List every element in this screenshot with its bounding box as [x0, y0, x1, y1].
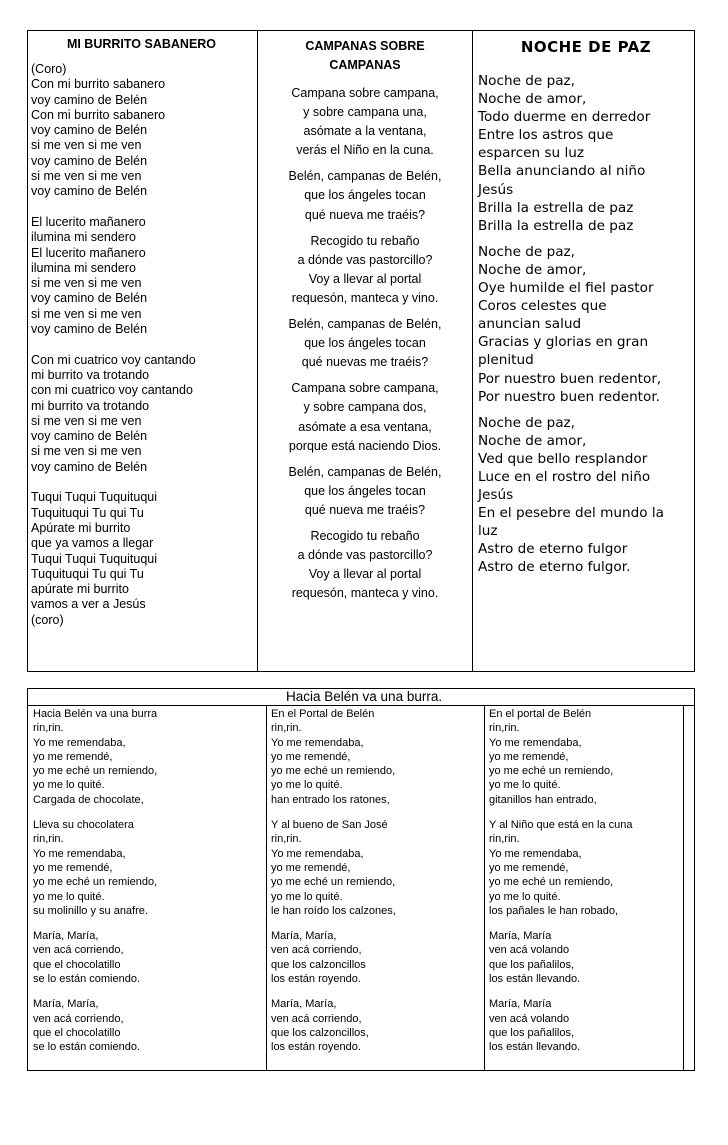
lyric-line: Entre los astros que	[478, 127, 614, 144]
lyric-line: ven acá corriendo,	[271, 944, 362, 957]
lyric-line: yo me remendé,	[271, 861, 351, 874]
lyric-line: Belén, campanas de Belén,	[288, 317, 442, 332]
lyric-line: Campana sobre campana,	[291, 86, 439, 100]
lyric-line: rin,rin.	[489, 722, 520, 735]
lyric-line: que el chocolatillo	[33, 958, 121, 971]
lyric-line: Noche de amor,	[478, 432, 587, 449]
lyric-line: qué nueva me traéis?	[304, 207, 426, 222]
lyric-line: a dónde vas pastorcillo?	[297, 548, 433, 563]
lyric-line: esparcen su luz	[478, 145, 585, 162]
lyric-line: qué nuevas me traéis?	[301, 355, 429, 370]
lyric-line: Yo me remendaba,	[33, 847, 126, 860]
lyric-line: Astro de eterno fulgor.	[478, 559, 631, 576]
lyric-line: Y al Niño que está en la cuna	[489, 819, 633, 832]
lyric-line: los están llevando.	[489, 1041, 581, 1054]
lyric-line: requesón, manteca y vino.	[291, 290, 439, 305]
lyric-line: Recogido tu rebaño	[310, 233, 420, 248]
lyric-line: requesón, manteca y vino.	[291, 586, 439, 601]
lyric-line: María, María,	[33, 930, 99, 943]
lyric-line: voy camino de Belén	[31, 291, 148, 306]
lyric-line: los están royendo.	[271, 973, 361, 986]
lyric-line: Noche de amor,	[478, 91, 587, 108]
noche-title: NOCHE DE PAZ	[520, 38, 652, 56]
lyric-line: Apúrate mi burrito	[31, 520, 131, 535]
burra-title: Hacia Belén va una burra.	[286, 689, 443, 704]
lyric-line: que los calzoncillos,	[271, 1026, 369, 1039]
lyric-line: Y al bueno de San José	[271, 819, 388, 832]
lyric-line: Por nuestro buen redentor,	[478, 370, 662, 387]
lyric-line: que el chocolatillo	[33, 1026, 121, 1039]
lyric-line: con mi cuatrico voy cantando	[31, 383, 193, 398]
lyric-line: le han roído los calzones,	[271, 904, 396, 917]
stanza-gap	[33, 918, 266, 929]
lyric-line: Gracias y glorias en gran	[478, 334, 649, 351]
noche-lyrics	[478, 72, 694, 577]
lyric-line: Tuquituqui Tu qui Tu	[31, 505, 144, 520]
noche-column	[473, 31, 694, 671]
lyric-line: ven acá corriendo,	[33, 944, 124, 957]
lyric-line: yo me eché un remiendo,	[271, 765, 396, 778]
lyric-line: voy camino de Belén	[31, 459, 148, 474]
lyric-line: Voy a llevar al portal	[308, 271, 422, 286]
lyric-line: y sobre campana dos,	[303, 400, 427, 415]
stanza-gap	[271, 986, 479, 997]
lyric-line: yo me eché un remiendo,	[271, 876, 396, 889]
lyric-line: En el pesebre del mundo la	[478, 505, 664, 522]
lyric-line: yo me remendé,	[271, 750, 351, 763]
lyric-line: Bella anunciando al niño	[478, 163, 646, 180]
lyric-line: que ya vamos a llegar	[31, 536, 154, 551]
lyric-line: Tuquituqui Tu qui Tu	[31, 566, 144, 581]
stanza-gap	[258, 160, 472, 167]
burrito-title: MI BURRITO SABANERO	[66, 37, 217, 51]
lyric-line: Jesús	[478, 181, 514, 198]
lyric-line: Tuqui Tuqui Tuquituqui	[31, 551, 158, 566]
stanza-gap	[478, 406, 694, 414]
lyric-line: Recogido tu rebaño	[310, 528, 420, 543]
carols-table	[27, 30, 695, 672]
lyric-line: que los pañalilos,	[489, 958, 575, 971]
lyric-line: Yo me remendaba,	[271, 736, 364, 749]
lyric-line: yo me remendé,	[33, 861, 113, 874]
lyric-line: si me ven si me ven	[31, 413, 142, 428]
lyric-line: Cargada de chocolate,	[33, 793, 144, 806]
lyric-line: ven acá volando	[489, 944, 570, 957]
lyric-line: (coro)	[31, 612, 64, 627]
campanas-column	[258, 31, 473, 671]
blank-line	[31, 200, 257, 215]
stanza-gap	[258, 372, 472, 379]
lyric-line: que los calzoncillos	[271, 958, 366, 971]
lyric-line: que los ángeles tocan	[304, 188, 426, 203]
lyric-line: Con mi burrito sabanero	[31, 77, 166, 92]
lyric-line: María, María,	[33, 998, 99, 1011]
lyric-line: que los pañalilos,	[489, 1026, 575, 1039]
burra-column-1	[28, 706, 267, 1070]
lyric-line: Brilla la estrella de paz	[478, 199, 634, 216]
lyric-line: voy camino de Belén	[31, 184, 148, 199]
lyric-line: si me ven si me ven	[31, 276, 142, 291]
lyric-line: rin,rin.	[33, 833, 64, 846]
stanza-gap	[489, 918, 683, 929]
stanza-gap	[271, 918, 479, 929]
burrito-lyrics	[31, 62, 257, 628]
lyric-line: María, María,	[271, 930, 337, 943]
burra-table	[27, 688, 695, 1071]
burra-column-2	[267, 706, 479, 1070]
lyric-line: Coros celestes que	[478, 298, 607, 315]
lyric-line: yo me lo quité.	[489, 779, 561, 792]
lyric-line: yo me eché un remiendo,	[33, 876, 158, 889]
lyric-line: El lucerito mañanero	[31, 214, 146, 229]
lyric-line: Lleva su chocolatera	[33, 819, 134, 832]
stanza-gap	[33, 807, 266, 818]
lyric-line: yo me lo quité.	[271, 890, 343, 903]
lyric-line: asómate a esa ventana,	[298, 419, 432, 434]
lyric-line: rin,rin.	[33, 722, 64, 735]
lyric-line: yo me remendé,	[489, 861, 569, 874]
lyric-line: se lo están comiendo.	[33, 973, 141, 986]
lyric-line: que los ángeles tocan	[304, 483, 426, 498]
lyric-line: yo me remendé,	[489, 750, 569, 763]
lyric-line: Voy a llevar al portal	[308, 567, 422, 582]
lyric-line: Con mi cuatrico voy cantando	[31, 352, 196, 367]
lyric-line: voy camino de Belén	[31, 322, 148, 337]
lyric-line: ven acá volando	[489, 1012, 570, 1025]
lyric-line: si me ven si me ven	[31, 306, 142, 321]
lyric-line: si me ven si me ven	[31, 138, 142, 153]
lyric-line: Todo duerme en derredor	[478, 109, 651, 126]
lyric-line: ilumina mi sendero	[31, 260, 136, 275]
lyric-line: En el portal de Belén	[489, 708, 592, 720]
burra-column-3	[479, 706, 694, 1070]
lyric-line: verás el Niño en la cuna.	[296, 143, 434, 158]
lyric-line: Hacia Belén va una burra	[33, 708, 158, 720]
stanza-gap	[489, 807, 683, 818]
lyric-line: mi burrito va trotando	[31, 367, 150, 382]
stanza-gap	[478, 235, 694, 243]
lyric-line: María, María,	[271, 998, 337, 1011]
lyric-line: Yo me remendaba,	[489, 736, 582, 749]
lyric-line: yo me eché un remiendo,	[489, 876, 614, 889]
campanas-title: CAMPANAS SOBRE CAMPANAS	[305, 39, 425, 72]
lyric-line: voy camino de Belén	[31, 429, 148, 444]
lyric-line: voy camino de Belén	[31, 92, 148, 107]
lyric-line: Noche de paz,	[478, 414, 575, 431]
lyric-line: yo me eché un remiendo,	[33, 765, 158, 778]
lyric-line: yo me remendé,	[33, 750, 113, 763]
lyric-line: los pañales le han robado,	[489, 904, 619, 917]
lyric-line: rin,rin.	[271, 833, 302, 846]
lyric-line: ven acá corriendo,	[271, 1012, 362, 1025]
lyric-line: En el Portal de Belén	[271, 708, 375, 720]
lyric-line: Noche de amor,	[478, 261, 587, 278]
lyric-line: si me ven si me ven	[31, 169, 142, 184]
burrito-column	[28, 31, 258, 671]
lyric-line: yo me lo quité.	[489, 890, 561, 903]
lyric-line: porque está naciendo Dios.	[288, 438, 442, 453]
lyric-line: María, María	[489, 998, 552, 1011]
lyric-line: ilumina mi sendero	[31, 230, 136, 245]
lyric-line: Noche de paz,	[478, 243, 575, 260]
lyric-line: los están llevando.	[489, 973, 581, 986]
lyric-line: Oye humilde el fiel pastor	[478, 280, 654, 297]
stanza-gap	[258, 308, 472, 315]
stanza-gap	[271, 807, 479, 818]
lyric-line: María, María	[489, 930, 552, 943]
lyric-line: Luce en el rostro del niño	[478, 468, 651, 485]
lyric-line: Astro de eterno fulgor	[478, 541, 628, 558]
lyric-line: El lucerito mañanero	[31, 245, 146, 260]
lyric-line: yo me lo quité.	[33, 779, 105, 792]
lyric-line: luz	[478, 523, 498, 540]
lyric-line: (Coro)	[31, 62, 67, 76]
lyric-line: los están royendo.	[271, 1041, 361, 1054]
stanza-gap	[258, 520, 472, 527]
lyric-line: yo me eché un remiendo,	[489, 765, 614, 778]
lyric-line: y sobre campana una,	[303, 105, 427, 120]
lyric-line: Brilla la estrella de paz	[478, 217, 634, 234]
lyric-line: asómate a la ventana,	[303, 124, 427, 139]
lyric-line: si me ven si me ven	[31, 444, 142, 459]
lyric-line: Yo me remendaba,	[271, 847, 364, 860]
lyric-line: Belén, campanas de Belén,	[288, 464, 442, 479]
lyric-line: yo me lo quité.	[271, 779, 343, 792]
lyric-line: Con mi burrito sabanero	[31, 107, 166, 122]
lyric-line: gitanillos han entrado,	[489, 793, 597, 806]
lyric-line: Belén, campanas de Belén,	[288, 169, 442, 184]
lyric-line: que los ángeles tocan	[304, 336, 426, 351]
lyric-line: anuncian salud	[478, 316, 582, 333]
lyric-line: Jesús	[478, 487, 514, 504]
lyric-line: a dónde vas pastorcillo?	[297, 252, 433, 267]
stanza-gap	[489, 986, 683, 997]
stanza-gap	[258, 456, 472, 463]
lyric-line: se lo están comiendo.	[33, 1041, 141, 1054]
stanza-gap	[33, 986, 266, 997]
lyric-line: voy camino de Belén	[31, 153, 148, 168]
lyric-line: vamos a ver a Jesús	[31, 597, 146, 612]
lyric-line: ven acá corriendo,	[33, 1012, 124, 1025]
blank-line	[31, 475, 257, 490]
lyric-line: rin,rin.	[489, 833, 520, 846]
lyric-line: Yo me remendaba,	[33, 736, 126, 749]
lyric-line: Ved que bello resplandor	[478, 450, 648, 467]
lyric-line: mi burrito va trotando	[31, 398, 150, 413]
lyric-line: apúrate mi burrito	[31, 582, 129, 597]
lyric-line: plenitud	[478, 352, 534, 369]
lyric-line: han entrado los ratones,	[271, 793, 390, 806]
lyric-line: Por nuestro buen redentor.	[478, 388, 660, 405]
lyric-line: yo me lo quité.	[33, 890, 105, 903]
stanza-gap	[258, 225, 472, 232]
campanas-lyrics	[258, 84, 472, 603]
lyric-line: Tuqui Tuqui Tuquituqui	[31, 490, 158, 505]
lyric-line: rin,rin.	[271, 722, 302, 735]
lyric-line: qué nueva me traéis?	[304, 502, 426, 517]
lyric-line: Campana sobre campana,	[291, 381, 439, 396]
lyric-line: voy camino de Belén	[31, 123, 148, 138]
blank-line	[31, 337, 257, 352]
lyric-line: su molinillo y su anafre.	[33, 904, 148, 917]
lyric-line: Noche de paz,	[478, 73, 575, 89]
lyric-line: Yo me remendaba,	[489, 847, 582, 860]
